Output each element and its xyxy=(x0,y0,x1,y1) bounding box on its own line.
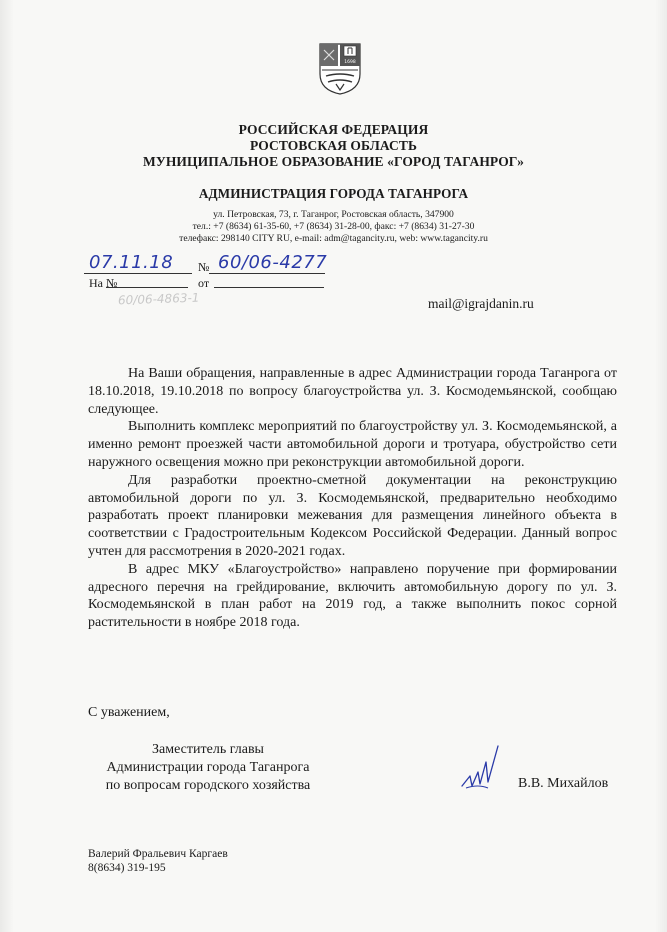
signatory-title-line-3: по вопросам городского хозяйства xyxy=(105,777,311,793)
date-underline xyxy=(84,273,192,274)
executor-info xyxy=(88,847,228,875)
handwritten-date: 07.11.18 xyxy=(89,252,174,273)
svg-text:1698: 1698 xyxy=(344,60,356,65)
header-organization: АДМИНИСТРАЦИЯ ГОРОДА ТАГАНРОГА xyxy=(198,186,469,201)
paragraph-2: Выполнить комплекс мероприятий по благоустройству ул. З. Космодемьянской, а именно ремонт проезжей части автомобильной дороги и тротуара, обустройство сети наружного освещения можно при реконструкции автомобильной дороги. xyxy=(88,419,617,470)
city-coat-of-arms-icon xyxy=(318,42,362,96)
from-label: от xyxy=(198,276,210,290)
handwritten-number: 60/06-4277 xyxy=(218,252,328,273)
phone-line: тел.: +7 (8634) 61-35-60, +7 (8634) 31-28-00, факс: +7 (8634) 31-27-30 xyxy=(192,221,475,232)
header-municipality: МУНИЦИПАЛЬНОЕ ОБРАЗОВАНИЕ «ГОРОД ТАГАНРОГ» xyxy=(142,154,525,169)
executor-phone: 8(8634) 319-195 xyxy=(88,862,166,874)
header-country: РОССИЙСКАЯ ФЕДЕРАЦИЯ xyxy=(238,122,429,137)
signatory-title-line-1: Заместитель главы xyxy=(152,742,264,757)
signatory-title-line-2: Администрации города Таганрога xyxy=(106,759,310,775)
executor-name: Валерий Фральевич Каргаев xyxy=(88,848,228,860)
header-region: РОСТОВСКАЯ ОБЛАСТЬ xyxy=(249,138,418,153)
paragraph-3: Для разработки проектно-сметной документации на реконструкцию автомобильной дороги по ул. З. Космодемьянской, предварительно необходимо разработать проект планировки межевания для размещения линейного объекта в соответствии с Градостроительным Кодексом Российской Федерации. Данный вопрос учтен для рассмотрения в 2020-2021 годах. xyxy=(88,472,617,559)
faded-stamp-text: 60/06-4863-1 xyxy=(117,290,200,308)
from-underline xyxy=(214,287,324,288)
number-underline xyxy=(209,273,325,274)
reply-to-underline xyxy=(106,287,188,288)
recipient-email: mail@igrajdanin.ru xyxy=(428,296,534,311)
signatory-title xyxy=(88,741,328,794)
letter-body xyxy=(88,365,617,632)
contacts-line: телефакс: 298140 CITY RU, e-mail: adm@tagancity.ru, web: www.tagancity.ru xyxy=(179,233,488,244)
reply-to-label: На № xyxy=(89,276,118,290)
address-line: ул. Петровская, 73, г. Таганрог, Ростовская область, 347900 xyxy=(213,209,454,220)
paragraph-4: В адрес МКУ «Благоустройство» направлено поручение при формировании адресного перечня на грейдирование, включить автомобильную дорогу по ул. З. Космодемьянской в план работ на 2019 год, а также выполнить покос сорной растительности в ноябре 2018 года. xyxy=(88,561,617,631)
signatory-name: В.В. Михайлов xyxy=(518,776,609,791)
paragraph-1: На Ваши обращения, направленные в адрес Администрации города Таганрога от 18.10.2018, 19.10.2018 по вопросу благоустройства ул. З. Космодемьянской, сообщаю следующее. xyxy=(88,366,617,417)
handwritten-signature-icon xyxy=(458,742,506,794)
number-label: № xyxy=(198,260,210,274)
closing-regards: С уважением, xyxy=(88,705,170,720)
